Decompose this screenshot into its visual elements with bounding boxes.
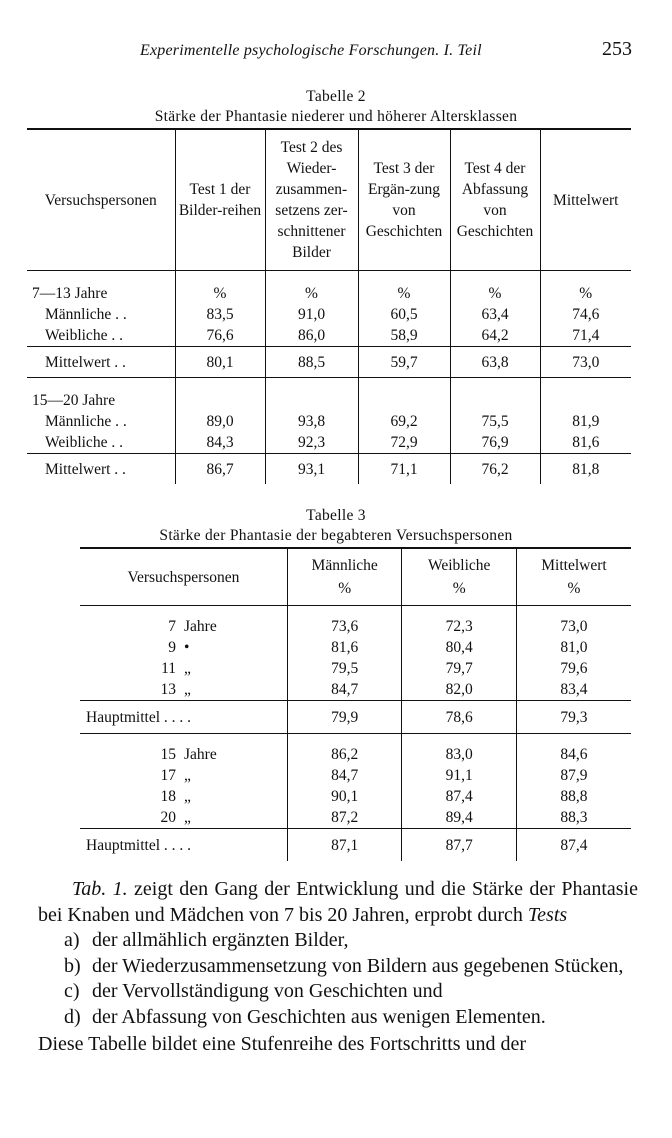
table2-col-header: Test 1 der Bilder-reihen [175,129,265,271]
cell: 87,1 [287,829,402,862]
cell: 88,3 [516,807,631,829]
cell: 76,6 [175,325,265,347]
table-row [27,347,631,378]
table2-subtitle: Stärke der Phantasie niederer und höherer Altersklassen [154,108,518,125]
age: 20 [160,809,176,826]
cell: 89,0 [175,411,265,432]
table3-subtitle: Stärke der Phantasie der begabteren Versuchspersonen [159,527,513,544]
table-row [27,454,631,485]
cell: 88,8 [516,786,631,807]
cell: 71,4 [540,325,631,347]
unit: „ [184,767,191,784]
cell: 87,7 [402,829,517,862]
row-label: Hauptmittel . . . . [80,701,287,734]
cell: 90,1 [287,786,402,807]
cell: 73,0 [540,347,631,378]
percent-sign: % [540,283,631,304]
unit: • [184,639,190,656]
cell: 86,2 [287,744,402,765]
group-label: 15—20 Jahre [32,392,116,409]
cell: 87,2 [287,807,402,829]
table3-col-header: Versuchspersonen [80,548,287,606]
unit: „ [184,660,191,677]
cell: 84,7 [287,679,402,701]
cell: 69,2 [358,411,450,432]
row-label: Mittelwert . . [27,454,175,485]
table-row [80,616,631,637]
cell: 59,7 [358,347,450,378]
running-title: Experimentelle psychologische Forschungen. I. Teil [140,42,482,59]
table-row [80,658,631,679]
cell: 72,9 [358,432,450,454]
cell: 86,7 [175,454,265,485]
cell: 75,5 [450,411,540,432]
list-item: d) der Abfassung von Geschichten aus wenigen Elementen. [64,1005,546,1028]
cell: 76,2 [450,454,540,485]
cell: 73,0 [516,616,631,637]
unit: „ [184,681,191,698]
cell: 63,4 [450,304,540,325]
cell: 73,6 [287,616,402,637]
table-row [80,829,631,862]
cell: 89,4 [402,807,517,829]
cell: 83,5 [175,304,265,325]
body-text [38,877,638,1058]
cell: 93,8 [265,411,358,432]
row-label: Hauptmittel . . . . [80,829,287,862]
cell: 87,9 [516,765,631,786]
cell: 93,1 [265,454,358,485]
age: 9 [168,639,176,656]
table2-col-header: Test 4 der Abfassung von Geschichten [450,129,540,271]
cell: 80,4 [402,637,517,658]
cell: 58,9 [358,325,450,347]
cell: 92,3 [265,432,358,454]
unit: „ [184,788,191,805]
cell: 79,3 [516,701,631,734]
cell: 81,8 [540,454,631,485]
table3-col-header: Weibliche % [402,548,517,606]
cell: 79,9 [287,701,402,734]
table2-col-header: Test 2 des Wieder-zusammen-setzens zer-schnittener Bilder [265,129,358,271]
table3-title: Tabelle 3 [306,507,366,524]
paragraph: Diese Tabelle bildet eine Stufenreihe des Fortschritts und der [38,1033,527,1055]
cell: 81,0 [516,637,631,658]
unit: Jahre [184,618,217,635]
table-row [27,304,631,325]
cell: 80,1 [175,347,265,378]
age: 15 [160,746,176,763]
cell: 72,3 [402,616,517,637]
unit: Jahre [184,746,217,763]
test-list [38,928,638,1030]
table3 [80,547,631,861]
table-row [80,679,631,701]
paragraph: Tab. 1. zeigt den Gang der Entwicklung und die Stärke der Phantasie bei Knaben und Mädchen von 7 bis 20 Jahren, erprobt durch Tests [38,878,638,926]
row-label: Weibliche . . [45,434,123,451]
row-label: Männliche . . [45,306,127,323]
percent-sign: % [265,283,358,304]
table-row [80,786,631,807]
cell: 84,6 [516,744,631,765]
percent-sign: % [358,283,450,304]
cell: 84,3 [175,432,265,454]
table2-col-header: Versuchspersonen [27,129,175,271]
cell: 88,5 [265,347,358,378]
table-row [80,744,631,765]
cell: 81,9 [540,411,631,432]
table-row [80,807,631,829]
table-row [27,325,631,347]
cell: 60,5 [358,304,450,325]
cell: 63,8 [450,347,540,378]
cell: 87,4 [402,786,517,807]
table3-col-header: Mittelwert % [516,548,631,606]
cell: 82,0 [402,679,517,701]
percent-sign: % [175,283,265,304]
table2-col-header: Mittelwert [540,129,631,271]
table-row [27,283,631,304]
table2-header-row [27,129,631,271]
list-item: c) der Vervollständigung von Geschichten und [64,980,443,1002]
cell: 79,7 [402,658,517,679]
table-row [27,432,631,454]
list-item: b) der Wiederzusammensetzung von Bildern aus gegebenen Stücken, [64,954,624,977]
unit: „ [184,809,191,826]
cell: 84,7 [287,765,402,786]
table2-col-header: Test 3 der Ergän-zung von Geschichten [358,129,450,271]
cell: 81,6 [540,432,631,454]
cell: 79,6 [516,658,631,679]
cell: 74,6 [540,304,631,325]
cell: 64,2 [450,325,540,347]
cell: 76,9 [450,432,540,454]
table-row [27,390,631,411]
table3-col-header: Männliche % [287,548,402,606]
row-label: Männliche . . [45,413,127,430]
cell: 87,4 [516,829,631,862]
table-row [27,411,631,432]
table-row [80,701,631,734]
group-label: 7—13 Jahre [32,285,108,302]
row-label: Mittelwert . . [27,347,175,378]
cell: 91,1 [402,765,517,786]
cell: 83,0 [402,744,517,765]
cell: 71,1 [358,454,450,485]
list-item: a) der allmählich ergänzten Bilder, [64,929,349,951]
table-row [80,637,631,658]
age: 7 [168,618,176,635]
age: 17 [160,767,176,784]
table2 [27,128,631,484]
table3-header-row [80,548,631,606]
table2-title: Tabelle 2 [306,88,366,105]
age: 13 [160,681,176,698]
cell: 81,6 [287,637,402,658]
row-label: Weibliche . . [45,327,123,344]
table-row [80,765,631,786]
age: 11 [161,660,176,677]
running-header [0,38,672,66]
age: 18 [160,788,176,805]
cell: 86,0 [265,325,358,347]
cell: 78,6 [402,701,517,734]
page-number: 253 [602,38,632,60]
cell: 79,5 [287,658,402,679]
cell: 91,0 [265,304,358,325]
percent-sign: % [450,283,540,304]
cell: 83,4 [516,679,631,701]
